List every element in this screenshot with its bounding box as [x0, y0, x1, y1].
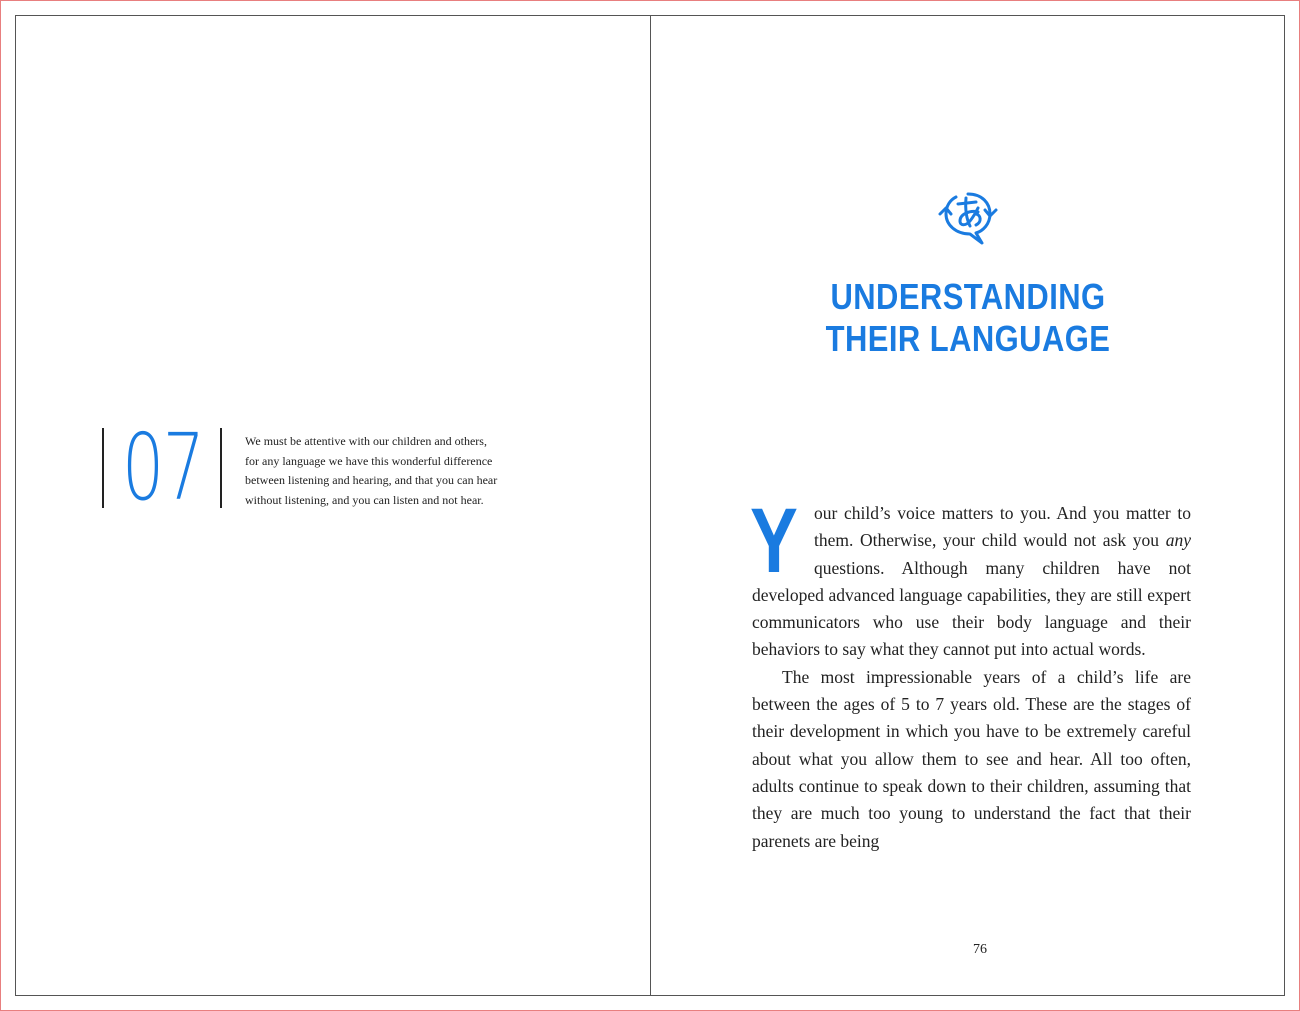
- chapter-title: [789, 276, 1147, 360]
- chapter-left-rule: [102, 428, 104, 508]
- chapter-title-line: UNDERSTANDING: [830, 276, 1106, 317]
- drop-cap: Y: [750, 490, 798, 592]
- epigraph-line: between listening and hearing, and that you can hear: [245, 473, 498, 487]
- page-gutter: [650, 15, 651, 996]
- emphasis-text: any: [1165, 530, 1191, 551]
- chapter-right-rule: [220, 428, 222, 508]
- paragraph-text: questions. Although many children have not developed advanced language capabilities, they are still expert communicators who use their body language and their behaviors to say what they cannot put into actual words.: [752, 557, 1191, 660]
- chapter-title-line: THEIR LANGUAGE: [825, 318, 1111, 359]
- epigraph-line: without listening, and you can listen and not hear.: [245, 492, 484, 507]
- paragraph-text: our child’s voice matters to you. And you matter to them. Otherwise, your child would not ask you: [814, 503, 1191, 551]
- page-number: 76: [973, 942, 987, 957]
- body-text: [750, 490, 1191, 855]
- epigraph-line: We must be attentive with our children and others,: [245, 434, 487, 448]
- paragraph: [750, 490, 1191, 664]
- translate-speech-bubble-icon: [936, 188, 1000, 248]
- chapter-number: 07: [122, 414, 204, 521]
- chapter-epigraph: [245, 432, 545, 510]
- epigraph-line: for any language we have this wonderful difference: [245, 453, 493, 468]
- paragraph: The most impressionable years of a child’s life are between the ages of 5 to 7 years old. These are the stages of their development in which you have to be extremely careful about what you allow them to see and hear. All too often, adults continue to speak down to their children, assuming that they are much too young to understand the fact that their parenets are being: [752, 666, 1191, 851]
